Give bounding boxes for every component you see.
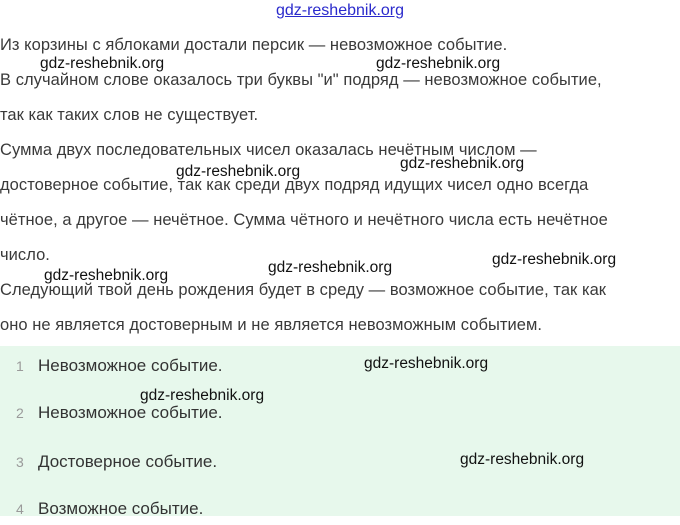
paragraph-line: Из корзины с яблоками достали персик — невозможное событие. [0,36,508,54]
watermark-text: gdz-reshebnik.org [140,387,265,404]
watermark-text: gdz-reshebnik.org [492,251,617,268]
watermark-text: gdz-reshebnik.org [364,355,489,372]
watermark-text: gdz-reshebnik.org [44,267,169,284]
paragraph-line: чётное, а другое — нечётное. Сумма чётного и нечётного числа есть нечётное [0,211,608,229]
paragraph-line: Следующий твой день рождения будет в среду — возможное событие, так как [0,281,607,299]
answer-number: 1 [16,358,24,374]
answer-number: 3 [16,454,24,470]
top-watermark-link[interactable]: gdz-reshebnik.org [275,2,405,19]
paragraph-line: так как таких слов не существует. [0,106,259,124]
watermark-text: gdz-reshebnik.org [400,155,525,172]
watermark-text: gdz-reshebnik.org [40,55,165,72]
watermark-text: gdz-reshebnik.org [268,259,393,276]
answer-text: Возможное событие. [38,499,204,518]
watermark-text: gdz-reshebnik.org [460,451,585,468]
paragraph-line: число. [0,246,50,264]
watermark-text: gdz-reshebnik.org [376,55,501,72]
answer-text: Невозможное событие. [38,356,223,375]
watermark-text: gdz-reshebnik.org [176,163,301,180]
answers-panel [0,346,680,516]
paragraph-line: Сумма двух последовательных чисел оказалась нечётным числом — [0,141,537,159]
answer-text: Достоверное событие. [38,452,218,471]
answer-number: 2 [16,405,24,421]
answer-number: 4 [16,501,24,517]
paragraph-line: оно не является достоверным и не является невозможным событием. [0,316,542,334]
paragraph-line: В случайном слове оказалось три буквы "и" подряд — невозможное событие, [0,71,602,89]
paragraph-line: достоверное событие, так как среди двух подряд идущих чисел одно всегда [0,176,589,194]
answer-text: Невозможное событие. [38,403,223,422]
